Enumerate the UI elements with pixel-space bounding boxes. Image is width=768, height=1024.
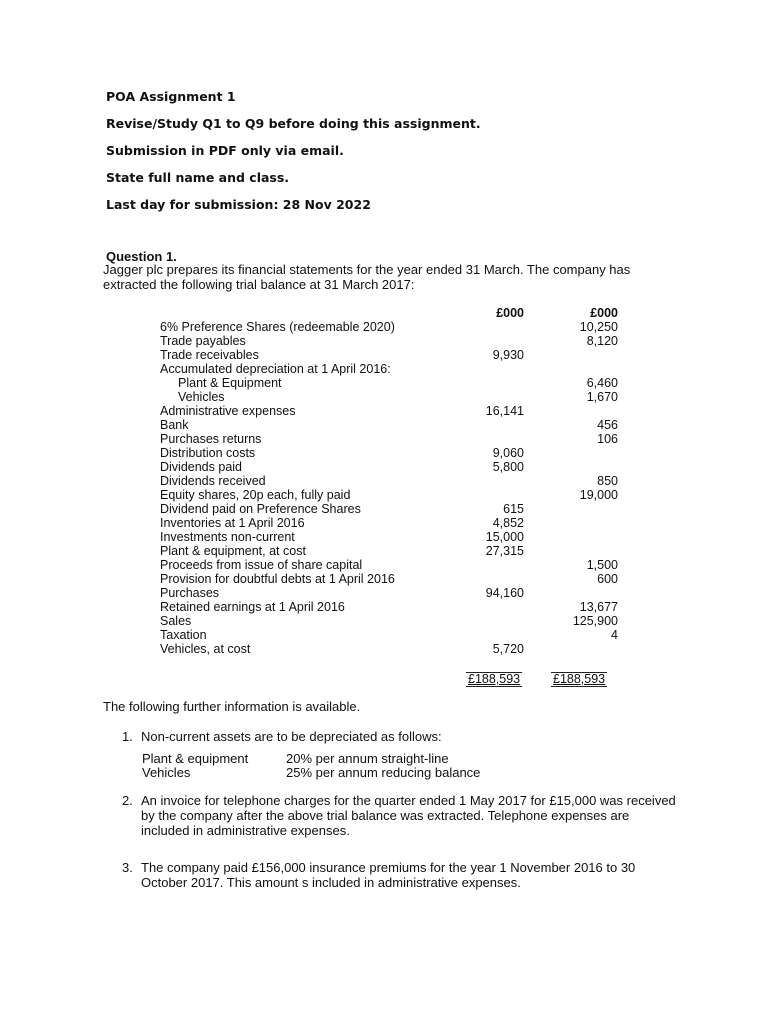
further-info-intro: The following further information is available. <box>103 699 361 714</box>
trial-balance-row <box>160 362 620 376</box>
trial-balance-row <box>160 558 620 572</box>
account-label: Purchases returns <box>160 432 262 446</box>
account-label: Provision for doubtful debts at 1 April 2016 <box>160 572 395 586</box>
account-label: Vehicles <box>178 390 225 404</box>
trial-balance-table <box>160 306 620 656</box>
debit-amount: 9,060 <box>492 446 524 460</box>
trial-balance-row <box>160 334 620 348</box>
debit-amount: 5,800 <box>492 460 524 474</box>
depreciation-policy <box>142 752 502 780</box>
trial-balance-row <box>160 516 620 530</box>
account-label: Proceeds from issue of share capital <box>160 558 363 572</box>
asset-label: Vehicles <box>142 765 191 780</box>
credit-amount: 850 <box>597 474 618 488</box>
depreciation-row-plant <box>142 752 502 766</box>
credit-amount: 19,000 <box>579 488 618 502</box>
trial-balance-row <box>160 320 620 334</box>
account-label: Dividends received <box>160 474 266 488</box>
credit-amount: 6,460 <box>586 376 618 390</box>
trial-balance-row <box>160 614 620 628</box>
debit-amount: 5,720 <box>492 642 524 656</box>
item-number: 3. <box>122 860 133 875</box>
debit-column-header: £000 <box>496 306 524 320</box>
instruction-deadline: Last day for submission: 28 Nov 2022 <box>106 197 371 212</box>
account-label: Taxation <box>160 628 207 642</box>
debit-amount: 9,930 <box>492 348 524 362</box>
debit-amount: 15,000 <box>485 530 524 544</box>
account-label: Sales <box>160 614 192 628</box>
item-number: 1. <box>122 729 133 744</box>
trial-balance-totals <box>460 668 620 688</box>
trial-balance-row <box>160 544 620 558</box>
trial-balance-row <box>160 488 620 502</box>
trial-balance-row <box>160 404 620 418</box>
account-label: Plant & equipment, at cost <box>160 544 306 558</box>
credit-amount: 125,900 <box>572 614 618 628</box>
trial-balance-row <box>160 376 620 390</box>
item-text: The company paid £156,000 insurance premiums for the year 1 November 2016 to 30 October 2017. This amount s included in administrative expenses. <box>141 860 636 890</box>
trial-balance-row <box>160 460 620 474</box>
item-text: An invoice for telephone charges for the quarter ended 1 May 2017 for £15,000 was received by the company after the above trial balance was extracted. Telephone expenses are included in administrative expenses. <box>141 793 676 838</box>
trial-balance-row <box>160 586 620 600</box>
trial-balance-row <box>160 348 620 362</box>
account-label: Accumulated depreciation at 1 April 2016: <box>160 362 391 376</box>
instruction-submission: Submission in PDF only via email. <box>106 143 344 158</box>
question-title: Question 1. <box>106 249 177 264</box>
credit-amount: 4 <box>611 628 618 642</box>
account-label: Retained earnings at 1 April 2016 <box>160 600 345 614</box>
debit-amount: 94,160 <box>485 586 524 600</box>
total-debit: £188,593 <box>468 672 521 686</box>
assignment-title: POA Assignment 1 <box>106 89 236 104</box>
trial-balance-row <box>160 600 620 614</box>
instruction-study: Revise/Study Q1 to Q9 before doing this assignment. <box>106 116 481 131</box>
account-label: Equity shares, 20p each, fully paid <box>160 488 351 502</box>
credit-amount: 8,120 <box>586 334 618 348</box>
depreciation-row-vehicles <box>142 766 502 780</box>
credit-amount: 456 <box>597 418 618 432</box>
trial-balance-row <box>160 432 620 446</box>
credit-amount: 13,677 <box>579 600 618 614</box>
trial-balance-row <box>160 446 620 460</box>
debit-amount: 16,141 <box>485 404 524 418</box>
account-label: Administrative expenses <box>160 404 296 418</box>
account-label: Trade payables <box>160 334 246 348</box>
account-label: 6% Preference Shares (redeemable 2020) <box>160 320 395 334</box>
debit-amount: 615 <box>503 502 524 516</box>
further-item-1 <box>122 729 682 745</box>
account-label: Trade receivables <box>160 348 259 362</box>
item-text: Non-current assets are to be depreciated as follows: <box>141 729 442 744</box>
credit-amount: 1,670 <box>586 390 618 404</box>
assignment-header <box>106 88 481 223</box>
debit-amount: 27,315 <box>485 544 524 558</box>
account-label: Dividend paid on Preference Shares <box>160 502 361 516</box>
trial-balance-row <box>160 642 620 656</box>
credit-amount: 106 <box>597 432 618 446</box>
trial-balance-row <box>160 418 620 432</box>
account-label: Vehicles, at cost <box>160 642 251 656</box>
further-item-2 <box>122 793 682 841</box>
account-label: Purchases <box>160 586 220 600</box>
trial-balance-row <box>160 502 620 516</box>
credit-amount: 10,250 <box>579 320 618 334</box>
depreciation-rate: 25% per annum reducing balance <box>286 765 481 780</box>
item-number: 2. <box>122 793 133 808</box>
account-label: Investments non-current <box>160 530 295 544</box>
trial-balance-header <box>160 306 620 320</box>
depreciation-rate: 20% per annum straight-line <box>286 751 449 766</box>
instruction-name: State full name and class. <box>106 170 290 185</box>
account-label: Bank <box>160 418 189 432</box>
asset-label: Plant & equipment <box>142 751 249 766</box>
credit-amount: 1,500 <box>586 558 618 572</box>
credit-amount: 600 <box>597 572 618 586</box>
trial-balance-row <box>160 628 620 642</box>
question-intro: Jagger plc prepares its financial statements for the year ended 31 March. The company has extracted the following trial balance at 31 March 2017: <box>103 262 631 292</box>
trial-balance-row <box>160 474 620 488</box>
credit-column-header: £000 <box>590 306 618 320</box>
further-item-3 <box>122 860 682 894</box>
trial-balance-row <box>160 390 620 404</box>
trial-balance-row <box>160 530 620 544</box>
account-label: Plant & Equipment <box>178 376 282 390</box>
account-label: Distribution costs <box>160 446 256 460</box>
trial-balance-row <box>160 572 620 586</box>
account-label: Dividends paid <box>160 460 242 474</box>
debit-amount: 4,852 <box>492 516 524 530</box>
account-label: Inventories at 1 April 2016 <box>160 516 305 530</box>
total-credit: £188,593 <box>553 672 606 686</box>
